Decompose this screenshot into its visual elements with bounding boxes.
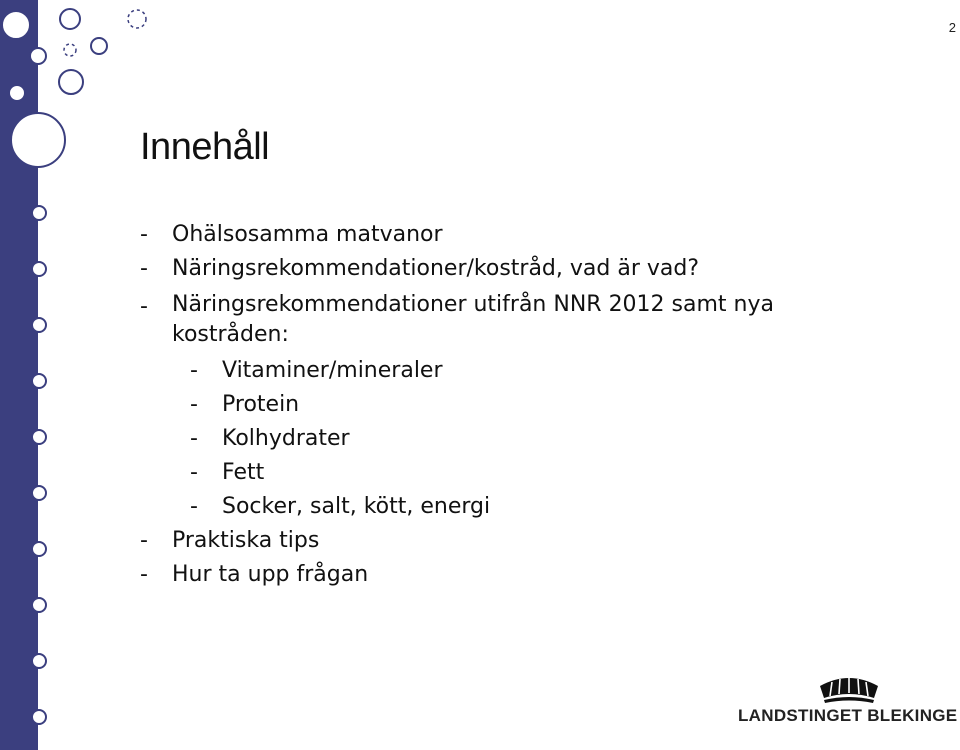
list-item-text: Vitaminer/mineraler [222, 358, 443, 383]
list-item [140, 490, 840, 524]
decor-circle-dotted [64, 44, 76, 56]
list-dash: - [190, 358, 198, 383]
decor-circle [32, 654, 46, 668]
list-item [140, 252, 840, 286]
list-item-text: Socker, salt, kött, energi [222, 494, 491, 519]
list-dash: - [140, 294, 148, 319]
decor-circle [32, 206, 46, 220]
landsting-logo [738, 672, 960, 732]
list-item [140, 422, 840, 456]
list-dash: - [140, 256, 148, 281]
list-item-text: Fett [222, 460, 265, 485]
decor-circle [9, 85, 25, 101]
decor-circle [32, 598, 46, 612]
list-item-text: Ohälsosamma matvanor [172, 222, 443, 247]
decor-circle [32, 710, 46, 724]
list-item [140, 388, 840, 422]
page-title: Innehåll [140, 126, 270, 168]
list-item [140, 558, 840, 592]
list-item [140, 524, 840, 558]
list-item-text: Kolhydrater [222, 426, 350, 451]
decor-circle [60, 9, 80, 29]
decor-circle [32, 262, 46, 276]
logo-text: LANDSTINGET BLEKINGE [738, 706, 958, 725]
decor-circle [2, 11, 30, 39]
list-dash: - [140, 528, 148, 553]
decor-circle [32, 374, 46, 388]
decor-circle [32, 318, 46, 332]
list-dash: - [190, 426, 198, 451]
decor-circle [32, 486, 46, 500]
decor-circle [11, 113, 65, 167]
list-item [140, 218, 840, 252]
list-item [140, 290, 840, 350]
list-item-text: Näringsrekommendationer/kostråd, vad är vad? [172, 256, 700, 281]
decor-circle [91, 38, 107, 54]
list-dash: - [190, 460, 198, 485]
crown-ship-icon [818, 672, 880, 704]
decor-circle [30, 48, 46, 64]
list-item [140, 456, 840, 490]
list-dash: - [190, 494, 198, 519]
list-item-text: Protein [222, 392, 300, 417]
decor-circle [32, 430, 46, 444]
list-item-text: Hur ta upp frågan [172, 562, 369, 587]
list-item-text: Näringsrekommendationer utifrån NNR 2012 samt nya kostråden: [172, 292, 774, 347]
list-item [140, 354, 840, 388]
list-dash: - [190, 392, 198, 417]
decor-circle [59, 70, 83, 94]
list-item-text: Praktiska tips [172, 528, 320, 553]
decor-circle [32, 542, 46, 556]
page-number: 2 [948, 20, 956, 35]
decor-circle-dotted [128, 10, 146, 28]
list-dash: - [140, 222, 148, 247]
contents-list [140, 218, 840, 592]
list-dash: - [140, 562, 148, 587]
